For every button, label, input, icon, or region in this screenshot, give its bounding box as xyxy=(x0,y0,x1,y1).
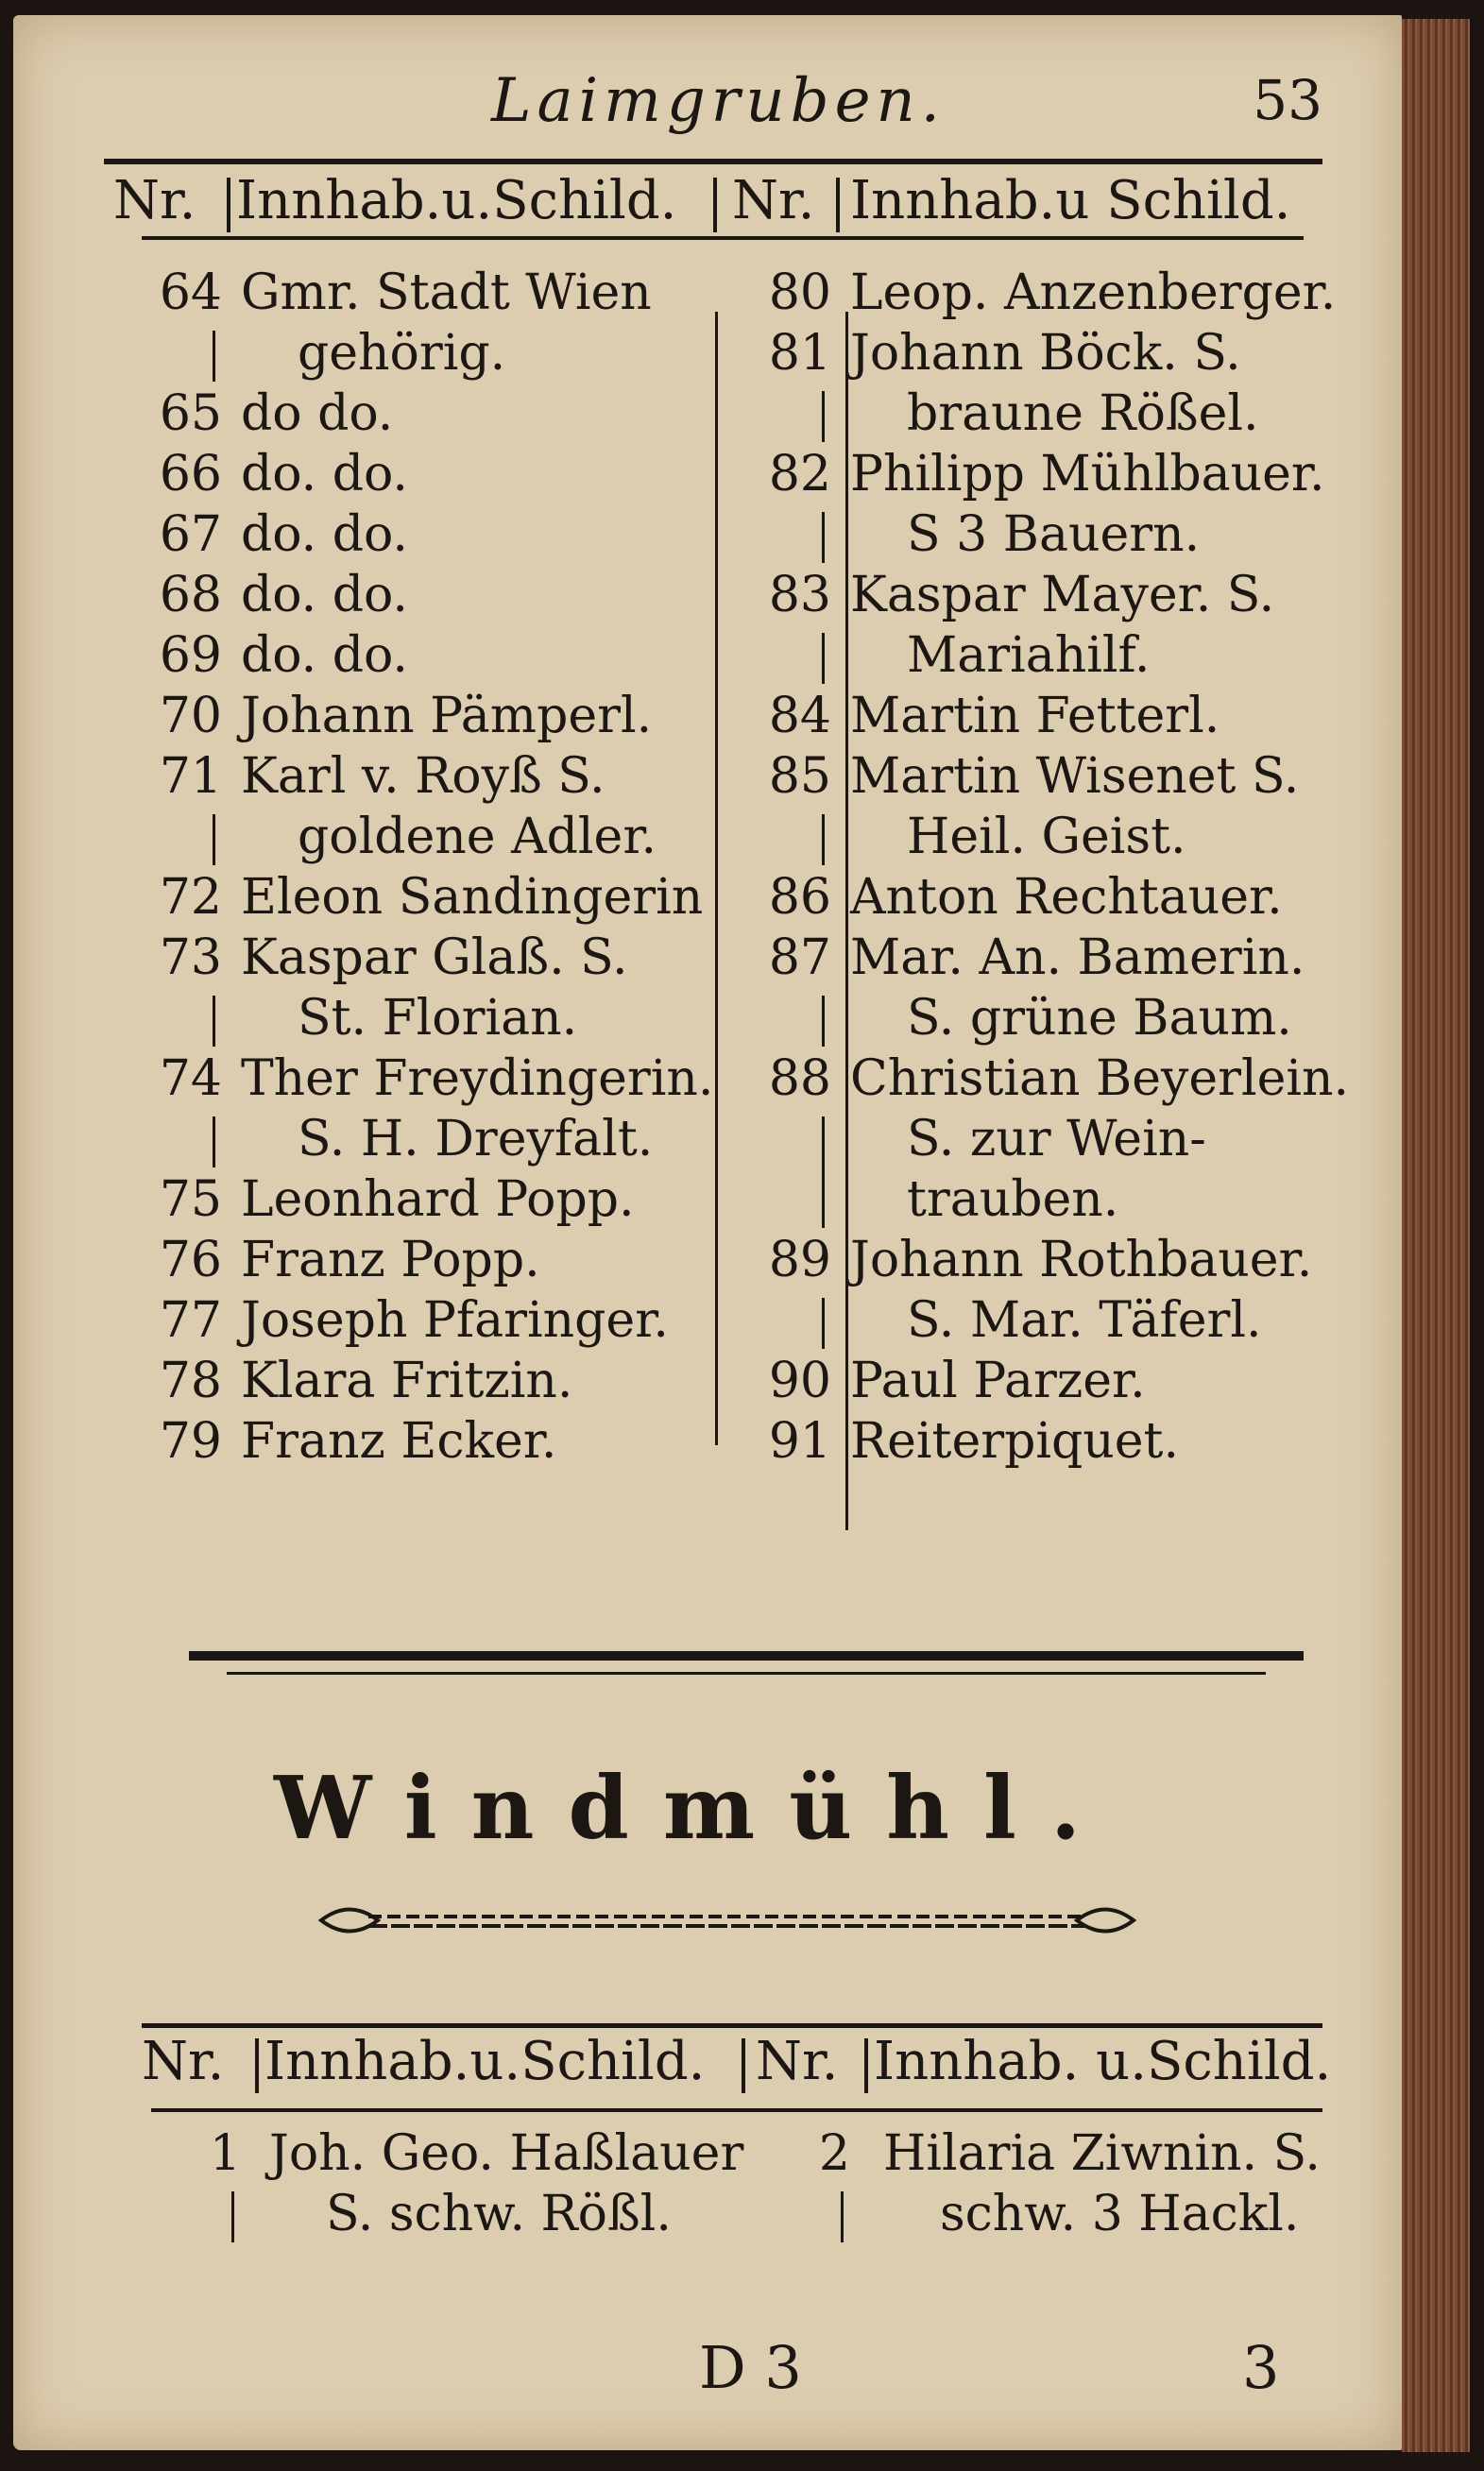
header-owner: Innhab.u.Schild. xyxy=(236,170,677,231)
entry-text: Johann Böck. S. xyxy=(850,325,1241,382)
entry-text: S. Mar. Täferl. xyxy=(907,1292,1262,1349)
entry-text: Joh. Geo. Haßlauer xyxy=(269,2125,744,2182)
entry-text: Christian Beyerlein. xyxy=(850,1050,1350,1107)
entry-number: 72 xyxy=(159,869,222,926)
entry-bracket xyxy=(822,391,825,442)
header-nr-right: Nr. xyxy=(732,170,815,231)
entry-text: Philipp Mühlbauer. xyxy=(850,446,1325,503)
entry-number: 64 xyxy=(159,264,222,321)
entry-number: 73 xyxy=(159,929,222,986)
entry-bracket xyxy=(822,1298,825,1349)
section-rule xyxy=(189,1651,1304,1661)
signature-mark: D 3 xyxy=(699,2333,802,2402)
entry-bracket xyxy=(213,1116,215,1167)
entry-bracket xyxy=(822,814,825,865)
entry-number: 85 xyxy=(768,748,831,805)
entry-text: do. do. xyxy=(241,627,408,684)
rule-top xyxy=(104,159,1322,164)
header-divider xyxy=(836,178,840,232)
entry-number: 81 xyxy=(768,325,831,382)
section2-header-divider xyxy=(864,2038,868,2093)
entry-bracket xyxy=(822,512,825,563)
column-divider xyxy=(715,312,718,1445)
entry-number: 79 xyxy=(159,1413,222,1470)
entry-text: Johann Rothbauer. xyxy=(850,1232,1313,1288)
entry-bracket xyxy=(822,1116,825,1228)
entry-text: do. do. xyxy=(241,506,408,563)
entry-text: Martin Wisenet S. xyxy=(850,748,1300,805)
entry-text: Franz Popp. xyxy=(241,1232,540,1288)
section2-header-divider xyxy=(255,2038,259,2093)
rule-header xyxy=(142,236,1304,240)
entry-text: Mar. An. Bamerin. xyxy=(850,929,1305,986)
entry-number: 75 xyxy=(159,1171,222,1228)
entry-number: 2 xyxy=(818,2125,850,2182)
section2-header-owner: Innhab.u.Schild. xyxy=(264,2031,706,2092)
entry-bracket xyxy=(213,996,215,1047)
section2-header-owner-right: Innhab. u.Schild. xyxy=(874,2031,1332,2092)
header-owner-right: Innhab.u Schild. xyxy=(850,170,1291,231)
column-divider xyxy=(845,312,848,1530)
entry-text: Kaspar Glaß. S. xyxy=(241,929,628,986)
header-divider xyxy=(227,178,230,232)
entry-text: do. do. xyxy=(241,446,408,503)
section2-header-nr: Nr. xyxy=(142,2031,225,2092)
entry-bracket xyxy=(841,2191,844,2242)
entry-bracket xyxy=(213,331,215,382)
entry-text: Hilaria Ziwnin. S. xyxy=(883,2125,1321,2182)
entry-number: 74 xyxy=(159,1050,222,1107)
running-head xyxy=(104,66,1322,151)
entry-text: Franz Ecker. xyxy=(241,1413,557,1470)
entry-number: 1 xyxy=(209,2125,241,2182)
section-rule-thin xyxy=(227,1672,1266,1675)
entry-text: Martin Fetterl. xyxy=(850,688,1220,744)
entry-number: 90 xyxy=(768,1353,831,1409)
page-edge xyxy=(1402,19,1470,2452)
page-number: 53 xyxy=(1253,68,1322,132)
entry-text: trauben. xyxy=(907,1171,1119,1228)
entry-number: 66 xyxy=(159,446,222,503)
entry-text: St. Florian. xyxy=(298,990,578,1047)
entry-number: 67 xyxy=(159,506,222,563)
entry-text: S. schw. Rößl. xyxy=(326,2186,672,2242)
entry-text: Heil. Geist. xyxy=(907,809,1186,865)
entry-number: 71 xyxy=(159,748,222,805)
entry-bracket xyxy=(822,996,825,1047)
entry-text: Gmr. Stadt Wien xyxy=(241,264,652,321)
entry-number: 86 xyxy=(768,869,831,926)
section-title: Windmühl. xyxy=(274,1757,1115,1859)
entry-text: do do. xyxy=(241,385,394,442)
entry-bracket xyxy=(822,633,825,684)
entry-bracket xyxy=(213,814,215,865)
entry-text: Leop. Anzenberger. xyxy=(850,264,1337,321)
section2-header-divider xyxy=(742,2038,745,2093)
entry-number: 70 xyxy=(159,688,222,744)
entry-text: do. do. xyxy=(241,567,408,623)
entry-text: Reiterpiquet. xyxy=(850,1413,1179,1470)
running-title: Laimgruben. xyxy=(491,66,946,136)
entry-text: S. zur Wein- xyxy=(907,1111,1206,1167)
entry-number: 82 xyxy=(768,446,831,503)
header-nr: Nr. xyxy=(113,170,196,231)
entry-text: Leonhard Popp. xyxy=(241,1171,635,1228)
entry-number: 78 xyxy=(159,1353,222,1409)
entry-text: Klara Fritzin. xyxy=(241,1353,573,1409)
entry-number: 83 xyxy=(768,567,831,623)
section2-header-nr-right: Nr. xyxy=(756,2031,839,2092)
entry-text: Ther Freydingerin. xyxy=(241,1050,714,1107)
entry-number: 88 xyxy=(768,1050,831,1107)
entry-text: schw. 3 Hackl. xyxy=(940,2186,1300,2242)
entry-text: S 3 Bauern. xyxy=(907,506,1201,563)
entry-text: S. H. Dreyfalt. xyxy=(298,1111,654,1167)
entry-number: 77 xyxy=(159,1292,222,1349)
entry-text: Paul Parzer. xyxy=(850,1353,1146,1409)
entry-number: 87 xyxy=(768,929,831,986)
entry-text: gehörig. xyxy=(298,325,506,382)
rule-section2-header xyxy=(151,2108,1322,2112)
entry-text: Johann Pämperl. xyxy=(241,688,653,744)
entry-text: braune Rößel. xyxy=(907,385,1259,442)
entry-text: Joseph Pfaringer. xyxy=(241,1292,669,1349)
entry-text: Eleon Sandingerin xyxy=(241,869,704,926)
entry-text: Anton Rechtauer. xyxy=(850,869,1283,926)
header-divider xyxy=(713,178,717,232)
entry-number: 76 xyxy=(159,1232,222,1288)
rule-section2 xyxy=(142,2023,1322,2028)
entry-text: Karl v. Royß S. xyxy=(241,748,606,805)
entry-number: 68 xyxy=(159,567,222,623)
entry-bracket xyxy=(231,2191,234,2242)
entry-number: 80 xyxy=(768,264,831,321)
catchword-number: 3 xyxy=(1242,2333,1280,2402)
entry-text: goldene Adler. xyxy=(298,809,657,865)
ornament-rule xyxy=(312,1899,1143,1942)
entry-number: 84 xyxy=(768,688,831,744)
entry-text: Mariahilf. xyxy=(907,627,1151,684)
entry-number: 69 xyxy=(159,627,222,684)
entry-text: S. grüne Baum. xyxy=(907,990,1292,1047)
entry-number: 89 xyxy=(768,1232,831,1288)
entry-number: 91 xyxy=(768,1413,831,1470)
entry-text: Kaspar Mayer. S. xyxy=(850,567,1275,623)
entry-number: 65 xyxy=(159,385,222,442)
